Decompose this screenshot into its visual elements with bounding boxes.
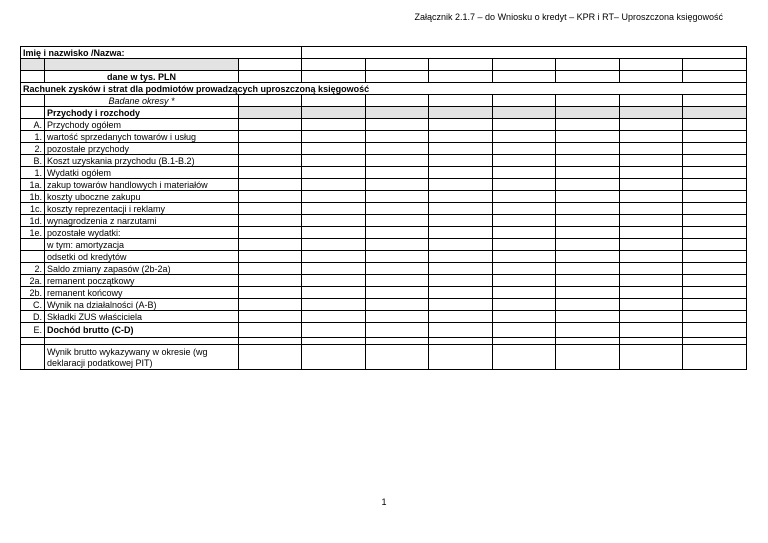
value-cell[interactable] (493, 155, 556, 167)
value-cell[interactable] (366, 299, 429, 311)
value-cell[interactable] (302, 191, 366, 203)
value-cell[interactable] (366, 191, 429, 203)
value-cell[interactable] (429, 131, 493, 143)
table-row (21, 155, 747, 167)
value-cell[interactable] (556, 239, 620, 251)
value-cell[interactable] (239, 119, 302, 131)
table-row (21, 215, 747, 227)
value-cell[interactable] (429, 263, 493, 275)
row-number: B. (21, 155, 45, 167)
value-cell[interactable] (239, 203, 302, 215)
value-cell[interactable] (366, 239, 429, 251)
row-label: w tym: amortyzacja (45, 239, 239, 251)
value-cell[interactable] (239, 179, 302, 191)
value-cell[interactable] (429, 143, 493, 155)
value-cell[interactable] (683, 131, 747, 143)
value-cell[interactable] (429, 203, 493, 215)
value-cell[interactable] (556, 345, 620, 370)
row-label: zakup towarów handlowych i materiałów (45, 179, 239, 191)
page-number: 1 (381, 497, 387, 507)
value-cell[interactable] (683, 143, 747, 155)
value-cell[interactable] (683, 275, 747, 287)
value-cell[interactable] (556, 251, 620, 263)
value-cell[interactable] (556, 323, 620, 338)
value-cell[interactable] (493, 251, 556, 263)
value-cell[interactable] (239, 131, 302, 143)
value-cell[interactable] (683, 227, 747, 239)
row-number: 1a. (21, 179, 45, 191)
value-cell[interactable] (620, 323, 683, 338)
value-cell[interactable] (620, 263, 683, 275)
value-cell[interactable] (620, 119, 683, 131)
value-cell[interactable] (239, 191, 302, 203)
row-label: Wydatki ogółem (45, 167, 239, 179)
value-cell[interactable] (683, 191, 747, 203)
profit-loss-form (20, 46, 747, 370)
value-cell[interactable] (556, 215, 620, 227)
table-row (21, 119, 747, 131)
value-cell[interactable] (239, 287, 302, 299)
row-number: D. (21, 311, 45, 323)
value-cell[interactable] (302, 239, 366, 251)
pit-label: Wynik brutto wykazywany w okresie (wg deklaracji podatkowej PIT) (45, 345, 239, 370)
value-cell[interactable] (556, 167, 620, 179)
value-cell[interactable] (239, 215, 302, 227)
table-row (21, 323, 747, 338)
table-row (21, 239, 747, 251)
periods-label: Badane okresy * (45, 95, 239, 107)
value-cell[interactable] (683, 155, 747, 167)
value-cell[interactable] (239, 155, 302, 167)
value-cell[interactable] (493, 179, 556, 191)
table-row (21, 167, 747, 179)
row-number: 1. (21, 167, 45, 179)
value-cell[interactable] (366, 287, 429, 299)
value-cell[interactable] (302, 323, 366, 338)
value-cell[interactable] (493, 287, 556, 299)
periods-row (21, 95, 747, 107)
value-cell[interactable] (366, 203, 429, 215)
table-row (21, 179, 747, 191)
value-cell[interactable] (493, 191, 556, 203)
value-cell[interactable] (683, 203, 747, 215)
section-title: Rachunek zysków i strat dla podmiotów prowadzących uproszczoną księgowość (21, 83, 747, 95)
value-cell[interactable] (556, 227, 620, 239)
section-title-row (21, 83, 747, 95)
row-number (21, 251, 45, 263)
value-cell[interactable] (620, 299, 683, 311)
row-label: odsetki od kredytów (45, 251, 239, 263)
table-row (21, 275, 747, 287)
value-cell[interactable] (493, 275, 556, 287)
value-cell[interactable] (366, 345, 429, 370)
value-cell[interactable] (302, 119, 366, 131)
value-cell[interactable] (239, 311, 302, 323)
value-cell[interactable] (429, 167, 493, 179)
value-cell[interactable] (302, 311, 366, 323)
value-cell[interactable] (366, 179, 429, 191)
table-row (21, 251, 747, 263)
row-number: E. (21, 323, 45, 338)
spacer-row (21, 338, 747, 345)
row-number: 2. (21, 143, 45, 155)
value-cell[interactable] (556, 131, 620, 143)
value-cell[interactable] (493, 299, 556, 311)
value-cell[interactable] (493, 311, 556, 323)
row-label: wynagrodzenia z narzutami (45, 215, 239, 227)
value-cell[interactable] (429, 275, 493, 287)
value-cell[interactable] (302, 143, 366, 155)
value-cell[interactable] (366, 251, 429, 263)
value-cell[interactable] (620, 345, 683, 370)
value-cell[interactable] (683, 263, 747, 275)
value-cell[interactable] (620, 239, 683, 251)
value-cell[interactable] (493, 227, 556, 239)
value-cell[interactable] (366, 167, 429, 179)
value-cell[interactable] (493, 167, 556, 179)
value-cell[interactable] (366, 311, 429, 323)
value-cell[interactable] (683, 311, 747, 323)
value-cell[interactable] (683, 119, 747, 131)
value-cell[interactable] (366, 227, 429, 239)
value-cell[interactable] (556, 179, 620, 191)
value-cell[interactable] (239, 239, 302, 251)
value-cell[interactable] (620, 191, 683, 203)
table-row (21, 227, 747, 239)
value-cell[interactable] (302, 155, 366, 167)
value-cell[interactable] (366, 155, 429, 167)
row-number: C. (21, 299, 45, 311)
value-cell[interactable] (620, 227, 683, 239)
row-label: wartość sprzedanych towarów i usług (45, 131, 239, 143)
row-number: 2. (21, 263, 45, 275)
table-row (21, 287, 747, 299)
value-cell[interactable] (302, 275, 366, 287)
value-cell[interactable] (683, 287, 747, 299)
table-row (21, 311, 747, 323)
income-header-row (21, 107, 747, 119)
value-cell[interactable] (429, 287, 493, 299)
value-cell[interactable] (366, 143, 429, 155)
table-row (21, 191, 747, 203)
row-number: 1d. (21, 215, 45, 227)
value-cell[interactable] (493, 345, 556, 370)
value-cell[interactable] (620, 275, 683, 287)
value-cell[interactable] (429, 323, 493, 338)
value-cell[interactable] (620, 167, 683, 179)
table-row (21, 131, 747, 143)
row-label: Składki ZUS właściciela (45, 311, 239, 323)
value-cell[interactable] (302, 263, 366, 275)
row-label: koszty reprezentacji i reklamy (45, 203, 239, 215)
table-row (21, 263, 747, 275)
value-cell[interactable] (493, 119, 556, 131)
document-header: Załącznik 2.1.7 – do Wniosku o kredyt – KPR i RT– Uproszczona księgowość (414, 12, 723, 22)
row-number: 1e. (21, 227, 45, 239)
table-row (21, 299, 747, 311)
value-cell[interactable] (366, 263, 429, 275)
shade-row (21, 59, 747, 71)
name-label: Imię i nazwisko /Nazwa: (21, 47, 302, 59)
income-header: Przychody i rozchody (45, 107, 239, 119)
value-cell[interactable] (429, 191, 493, 203)
value-cell[interactable] (556, 143, 620, 155)
value-cell[interactable] (556, 203, 620, 215)
table-row (21, 203, 747, 215)
value-cell[interactable] (683, 299, 747, 311)
value-cell[interactable] (429, 119, 493, 131)
value-cell[interactable] (620, 251, 683, 263)
name-row (21, 47, 747, 59)
value-cell[interactable] (556, 311, 620, 323)
value-cell[interactable] (239, 299, 302, 311)
value-cell[interactable] (302, 131, 366, 143)
row-label: pozostałe przychody (45, 143, 239, 155)
value-cell[interactable] (429, 311, 493, 323)
value-cell[interactable] (302, 287, 366, 299)
value-cell[interactable] (620, 131, 683, 143)
value-cell[interactable] (620, 179, 683, 191)
row-label: Koszt uzyskania przychodu (B.1-B.2) (45, 155, 239, 167)
value-cell[interactable] (429, 155, 493, 167)
value-cell[interactable] (620, 287, 683, 299)
value-cell[interactable] (556, 191, 620, 203)
value-cell[interactable] (556, 263, 620, 275)
value-cell[interactable] (366, 275, 429, 287)
row-number: 1c. (21, 203, 45, 215)
value-cell[interactable] (366, 131, 429, 143)
value-cell[interactable] (683, 345, 747, 370)
value-cell[interactable] (366, 215, 429, 227)
value-cell[interactable] (239, 143, 302, 155)
value-cell[interactable] (429, 251, 493, 263)
value-cell[interactable] (493, 263, 556, 275)
value-cell[interactable] (556, 275, 620, 287)
value-cell[interactable] (429, 239, 493, 251)
row-number: 1. (21, 131, 45, 143)
value-cell[interactable] (429, 299, 493, 311)
value-cell[interactable] (493, 203, 556, 215)
value-cell[interactable] (683, 167, 747, 179)
value-cell[interactable] (429, 179, 493, 191)
value-cell[interactable] (683, 323, 747, 338)
value-cell[interactable] (556, 155, 620, 167)
table-row (21, 143, 747, 155)
value-cell[interactable] (493, 215, 556, 227)
value-cell[interactable] (683, 179, 747, 191)
units-label: dane w tys. PLN (45, 71, 239, 83)
value-cell[interactable] (429, 345, 493, 370)
row-label: Przychody ogółem (45, 119, 239, 131)
value-cell[interactable] (429, 215, 493, 227)
value-cell[interactable] (302, 167, 366, 179)
row-label: koszty uboczne zakupu (45, 191, 239, 203)
row-number: 2b. (21, 287, 45, 299)
value-cell[interactable] (239, 251, 302, 263)
value-cell[interactable] (620, 155, 683, 167)
value-cell[interactable] (493, 239, 556, 251)
units-row (21, 71, 747, 83)
value-cell[interactable] (302, 215, 366, 227)
value-cell[interactable] (683, 239, 747, 251)
value-cell[interactable] (620, 203, 683, 215)
pit-row (21, 345, 747, 370)
value-cell[interactable] (239, 167, 302, 179)
value-cell[interactable] (239, 345, 302, 370)
value-cell[interactable] (302, 345, 366, 370)
row-number (21, 239, 45, 251)
value-cell[interactable] (493, 131, 556, 143)
row-number: A. (21, 119, 45, 131)
value-cell[interactable] (493, 143, 556, 155)
value-cell[interactable] (620, 143, 683, 155)
row-label: Wynik na działalności (A-B) (45, 299, 239, 311)
value-cell[interactable] (366, 119, 429, 131)
row-label: pozostałe wydatki: (45, 227, 239, 239)
value-cell[interactable] (556, 287, 620, 299)
value-cell[interactable] (302, 203, 366, 215)
value-cell[interactable] (429, 227, 493, 239)
value-cell[interactable] (239, 263, 302, 275)
row-number: 1b. (21, 191, 45, 203)
value-cell[interactable] (620, 311, 683, 323)
value-cell[interactable] (620, 215, 683, 227)
value-cell[interactable] (683, 251, 747, 263)
value-cell[interactable] (302, 299, 366, 311)
row-label: remanent końcowy (45, 287, 239, 299)
value-cell[interactable] (302, 179, 366, 191)
name-input[interactable] (302, 47, 747, 59)
value-cell[interactable] (683, 215, 747, 227)
value-cell[interactable] (493, 323, 556, 338)
value-cell[interactable] (556, 299, 620, 311)
value-cell[interactable] (239, 275, 302, 287)
value-cell[interactable] (366, 323, 429, 338)
row-number: 2a. (21, 275, 45, 287)
row-label: Dochód brutto (C-D) (45, 323, 239, 338)
value-cell[interactable] (302, 251, 366, 263)
row-label: Saldo zmiany zapasów (2b-2a) (45, 263, 239, 275)
value-cell[interactable] (302, 227, 366, 239)
value-cell[interactable] (239, 323, 302, 338)
row-label: remanent początkowy (45, 275, 239, 287)
value-cell[interactable] (556, 119, 620, 131)
value-cell[interactable] (239, 227, 302, 239)
